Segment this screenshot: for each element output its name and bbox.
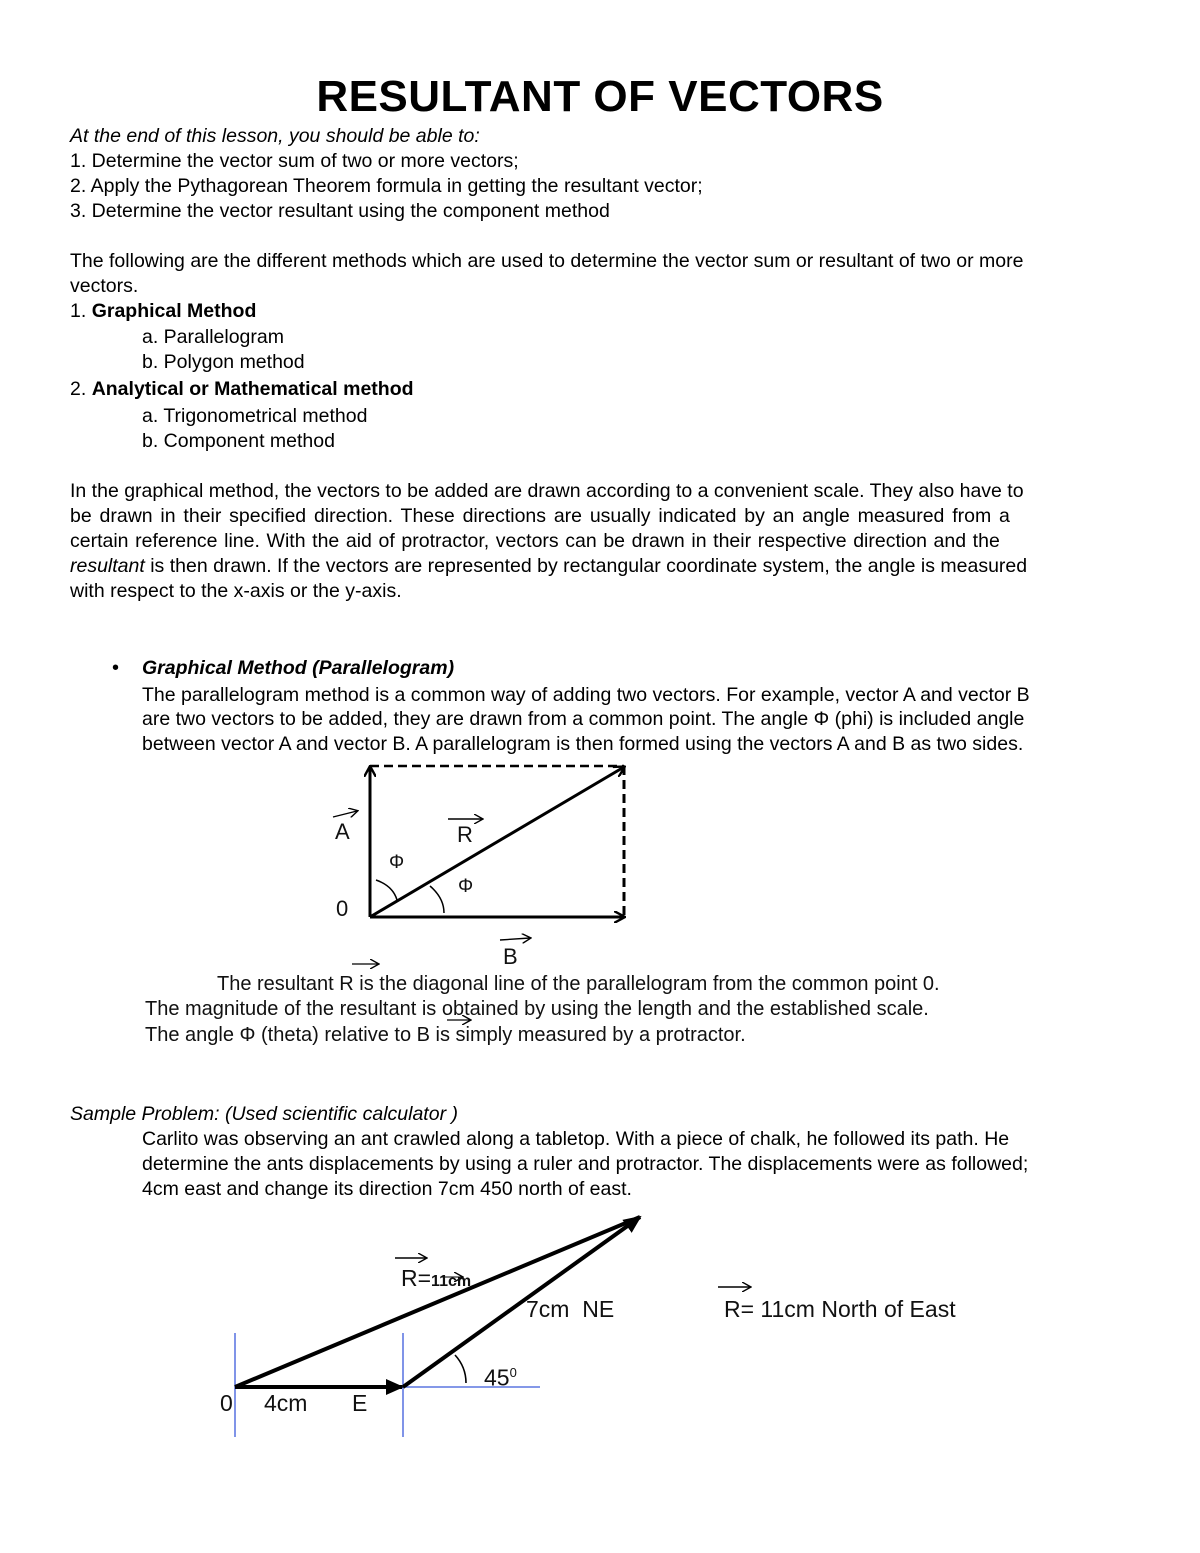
sample-text-line1: Carlito was observing an ant crawled along a tabletop. With a piece of chalk, he followed its path. He [142,1128,1010,1150]
objectives-intro: At the end of this lesson, you should be able to: [70,125,480,147]
label-b-overarrow [500,938,530,940]
sample-text-line2: determine the ants displacements by using a ruler and protractor. The displacements were as followed; [142,1153,1029,1175]
parallelogram-heading: Graphical Method (Parallelogram) [142,657,455,679]
label-r: R [457,822,473,847]
methods-intro-line1: The following are the different methods which are used to determine the vector sum or resultant of two or more [70,250,1024,272]
method-1-b: b. Polygon method [142,351,305,373]
sample-angle-label [484,1360,517,1391]
objective-item-3: 3. Determine the vector resultant using the component method [70,200,610,222]
sample-angle-degree: 0 [509,1365,517,1380]
sample-east-length: 4cm [264,1390,308,1416]
bullet-icon: • [112,657,120,679]
sample-r-label [401,1265,471,1295]
parallelogram-text-line1: The parallelogram method is a common way of adding two vectors. For example, vector A and vector B [142,684,1030,706]
resultant-emphasis: resultant [70,555,145,577]
objective-item-2: 2. Apply the Pythagorean Theorem formula in getting the resultant vector; [70,175,703,197]
parallelogram-text-line3: between vector A and vector B. A parallelogram is then formed using the vectors A and B as two sides. [142,733,1024,755]
caption-line2: The magnitude of the resultant is obtained by using the length and the established scale. [145,998,929,1020]
label-a: A [335,819,350,844]
label-origin: 0 [336,896,349,921]
page-title: RESULTANT OF VECTORS [316,72,884,121]
method-1-a: a. Parallelogram [142,326,284,348]
caption-line1: The resultant R is the diagonal line of the parallelogram from the common point 0. [217,973,940,995]
graphical-para-line5: with respect to the x-axis or the y-axis. [70,580,402,602]
graphical-para-line3: certain reference line. With the aid of protractor, vectors can be drawn in their respective direction and the [70,530,1000,552]
sample-result-label: R= 11cm North of East [724,1296,956,1322]
label-phi-upper: Φ [389,852,405,873]
sample-origin-label: 0 [220,1390,233,1416]
sample-side-label: 7cm NE [526,1296,615,1322]
graphical-para-line4-rest: is then drawn. If the vectors are represented by rectangular coordinate system, the angle is measured [144,555,1028,577]
method-2-number: 2. [70,378,92,400]
angle-arc-upper [376,880,397,900]
method-2-title: Analytical or Mathematical method [91,378,414,400]
caption-line3: The angle Φ (theta) relative to B is simply measured by a protractor. [145,1024,746,1046]
sample-r-prefix: R= [401,1265,432,1291]
label-phi-lower: Φ [458,876,474,897]
graphical-para-line2: be drawn in their specified direction. These directions are usually indicated by an angle measured from a [70,505,1010,527]
sample-text-line3: 4cm east and change its direction 7cm 450 north of east. [142,1178,632,1200]
sample-r-value: 11cm [431,1273,472,1290]
angle-45-arc [455,1355,466,1383]
sample-angle-value: 45 [484,1364,510,1391]
angle-arc-lower [430,886,444,913]
resultant-r-arrow [370,767,624,917]
objective-item-1: 1. Determine the vector sum of two or more vectors; [70,150,519,172]
graphical-para-line1: In the graphical method, the vectors to be added are drawn according to a convenient scale. They also have to [70,480,1024,502]
sample-east-direction: E [352,1390,368,1416]
sample-heading: Sample Problem: (Used scientific calculator ) [70,1103,458,1125]
method-1-number: 1. [70,300,92,322]
methods-intro-line2: vectors. [70,275,139,297]
label-a-overarrow [333,811,357,817]
label-b: B [503,944,518,969]
parallelogram-text-line2: are two vectors to be added, they are drawn from a common point. The angle Φ (phi) is included angle [142,708,1025,730]
method-2-b: b. Component method [142,430,335,452]
method-2-a: a. Trigonometrical method [142,405,368,427]
method-1-title: Graphical Method [91,300,257,322]
